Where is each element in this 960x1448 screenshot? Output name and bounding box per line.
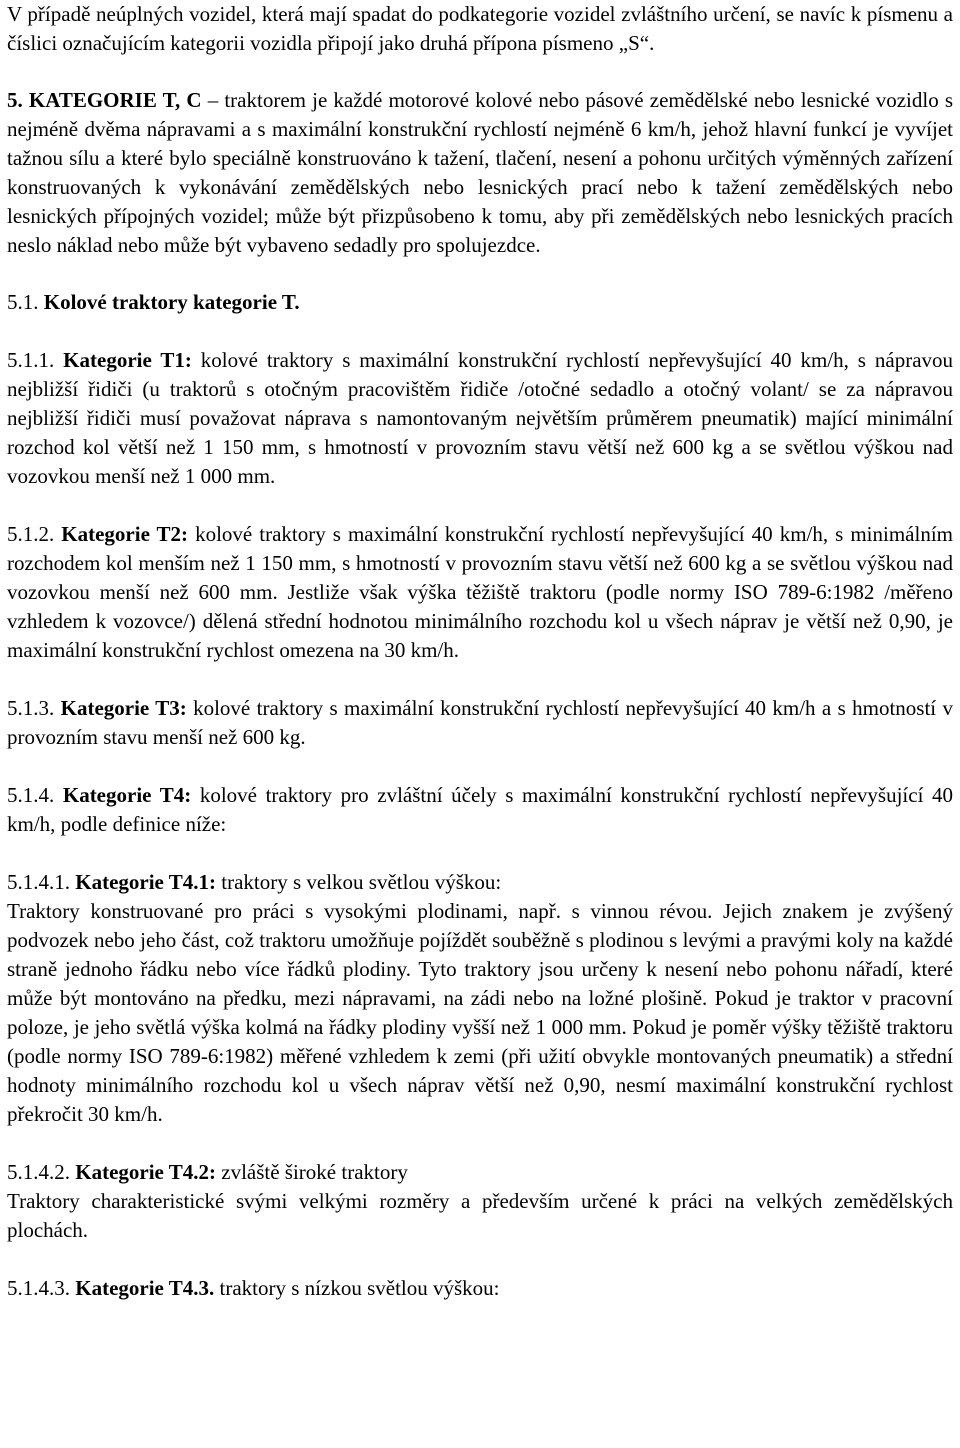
category-t1-paragraph bbox=[7, 346, 953, 491]
category-t4-2-title: Kategorie T4.2: bbox=[75, 1160, 216, 1184]
spacer bbox=[7, 752, 953, 781]
category-t4-3-title: Kategorie T4.3. bbox=[75, 1276, 215, 1300]
spacer bbox=[7, 317, 953, 346]
section-number: 5.1.1. bbox=[7, 348, 55, 372]
category-t4-2-text: Traktory charakteristické svými velkými rozměry a především určené k práci na velkých zemědělských plochách. bbox=[7, 1189, 953, 1242]
section-number: 5.1.3. bbox=[7, 696, 55, 720]
category-t4-title: Kategorie T4: bbox=[62, 783, 192, 807]
spacer bbox=[7, 1129, 953, 1158]
category-5-heading: 5. KATEGORIE T, C bbox=[7, 88, 202, 112]
intro-paragraph: V případě neúplných vozidel, která mají spadat do podkategorie vozidel zvláštního určení, se navíc k písmenu a číslici označujícím kategorii vozidla připojí jako druhá přípona písmeno „S“. bbox=[7, 2, 953, 55]
spacer bbox=[7, 58, 953, 86]
category-t2-title: Kategorie T2: bbox=[61, 522, 189, 546]
category-t4-2-heading bbox=[7, 1158, 953, 1187]
spacer bbox=[7, 1245, 953, 1274]
spacer bbox=[7, 839, 953, 868]
category-t2-paragraph bbox=[7, 520, 953, 665]
category-t3-paragraph bbox=[7, 694, 953, 752]
category-t3-text: kolové traktory s maximální konstrukční rychlostí nepřevyšující 40 km/h a s hmotností v provozním stavu menší než 600 kg. bbox=[7, 696, 953, 749]
category-t4-1-heading bbox=[7, 868, 953, 897]
section-number: 5.1.4.1. bbox=[7, 870, 70, 894]
category-t4-text: kolové traktory pro zvláštní účely s maximální konstrukční rychlostí nepřevyšující 40 km/h, podle definice níže: bbox=[7, 783, 954, 836]
category-5-text: – traktorem je každé motorové kolové nebo pásové zemědělské nebo lesnické vozidlo s nejméně dvěma nápravami a s maximální konstrukční rychlostí nejméně 6 km/h, jehož hlavní funkcí je vyvíjet tažnou sílu a které bylo speciálně konstruováno k tažení, tlačení, nesení a pohonu určitých výměnných zařízení konstruovaných k vykonávání zemědělských nebo lesnických prací nebo k tažení zemědělských nebo lesnických přípojných vozidel; může být přizpůsobeno k tomu, aby při zemědělských nebo lesnických pracích neslo náklad nebo může být vybaveno sedadly pro spolujezdce. bbox=[7, 88, 953, 257]
spacer bbox=[7, 491, 953, 520]
document-page bbox=[7, 0, 953, 1303]
category-t4-1-subtitle: traktory s velkou světlou výškou: bbox=[216, 870, 502, 894]
section-5-1-heading bbox=[7, 288, 953, 317]
section-number: 5.1.4. bbox=[7, 783, 55, 807]
spacer bbox=[7, 260, 953, 288]
category-t4-3-subtitle: traktory s nízkou světlou výškou: bbox=[214, 1276, 500, 1300]
section-title: Kolové traktory kategorie T. bbox=[43, 290, 300, 314]
spacer bbox=[7, 665, 953, 694]
category-t4-1-title: Kategorie T4.1: bbox=[75, 870, 216, 894]
category-t1-text: kolové traktory s maximální konstrukční rychlostí nepřevyšující 40 km/h, s nápravou nejbližší řidiči (u traktorů s otočným pracovištěm řidiče /otočné sedadlo a otočný volant/ se za nápravou nejbližší řidiči musí považovat náprava s namontovaným největším průměrem pneumatik) mající minimální rozchod kol větší než 1 150 mm, s hmotností v provozním stavu větší než 600 kg a se světlou výškou nad vozovkou menší než 1 000 mm. bbox=[7, 348, 954, 488]
category-t4-2-subtitle: zvláště široké traktory bbox=[216, 1160, 408, 1184]
section-number: 5.1.4.2. bbox=[7, 1160, 70, 1184]
section-number: 5.1.2. bbox=[7, 522, 55, 546]
category-t4-3-heading bbox=[7, 1274, 953, 1303]
section-number: 5.1.4.3. bbox=[7, 1276, 70, 1300]
category-t4-paragraph bbox=[7, 781, 953, 839]
category-t3-title: Kategorie T3: bbox=[60, 696, 187, 720]
category-t1-title: Kategorie T1: bbox=[63, 348, 192, 372]
category-5-paragraph bbox=[7, 86, 953, 260]
category-t4-1-text: Traktory konstruované pro práci s vysokými plodinami, např. s vinnou révou. Jejich znakem je zvýšený podvozek nebo jeho část, což traktoru umožňuje pojíždět souběžně s plodinou s levými a pravými koly na každé straně jednoho řádku nebo více řádků plodiny. Tyto traktory jsou určeny k nesení nebo pohonu nářadí, které může být montováno na předku, mezi nápravami, na zádi nebo na ložné plošině. Pokud je traktor v pracovní poloze, je jeho světlá výška kolmá na řádky plodiny vyšší než 1 000 mm. Pokud je poměr výšky těžiště traktoru (podle normy ISO 789-6:1982) měřené vzhledem k zemi (při užití obvykle montovaných pneumatik) a střední hodnoty minimálního rozchodu kol u všech náprav větší než 0,90, nesmí maximální konstrukční rychlost překročit 30 km/h. bbox=[7, 899, 953, 1126]
category-t2-text: kolové traktory s maximální konstrukční rychlostí nepřevyšující 40 km/h, s minimálním rozchodem kol menším než 1 150 mm, s hmotností v provozním stavu větší než 600 kg a se světlou výškou nad vozovkou menší než 600 mm. Jestliže však výška těžiště traktoru (podle normy ISO 789-6:1982 /měřeno vzhledem k vozovce/) dělená střední hodnotou minimálního rozchodu kol u všech náprav je větší než 0,90, je maximální konstrukční rychlost omezena na 30 km/h. bbox=[7, 522, 954, 662]
section-number: 5.1. bbox=[7, 290, 39, 314]
